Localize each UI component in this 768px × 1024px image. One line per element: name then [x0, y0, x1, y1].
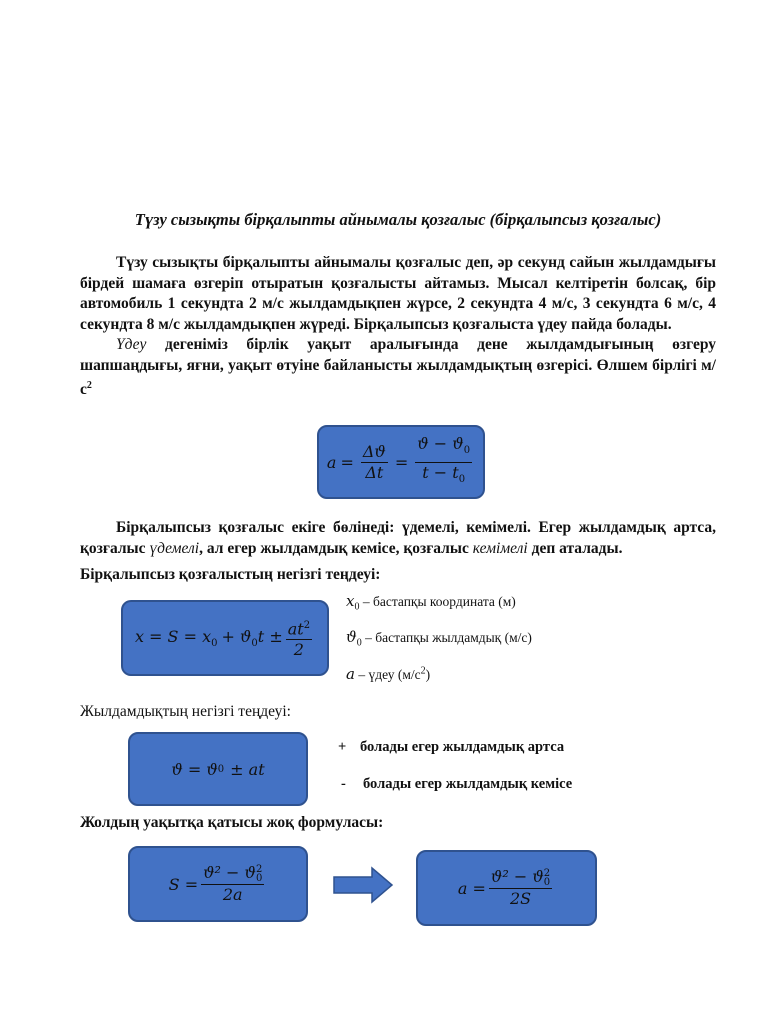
legend-acceleration: a – үдеу $(м/с^2)$ [346, 665, 431, 683]
legend-initial-coordinate: $x_0$ – бастапқы координата (м) [346, 592, 516, 613]
heading-path-formula: Жолдың уақытқа қатысы жоқ формуласы: [80, 814, 384, 831]
accel-definition: дегеніміз бірлік уақыт аралығында дене жылдамдығының өзгеру шапшаңдығы, яғни, уақыт өтуіне байланысты жылдамдықтың өзгерісі. Өлшем бірлігі м/с [80, 336, 716, 399]
arrow-right-icon [332, 866, 394, 904]
paragraph-uniform-motion-text: Түзу сызықты бірқалыпты айнымалы қозғалыс деп, әр секунд сайын жылдамдығы бірдей шамаға өзгеріп отыратын қозғалысты айтамыз. Мысал келтіретін болсақ, бір автомобиль 1 секундта 2 м/с жылдамдықпен жүрсе, 2 секундта 4 м/с, 3 секундта 6 м/с, 4 секундта 8 м/с жылдамдықпен жүреді. Бірқалыпсыз қозғалыста үдеу пайда болады. [80, 254, 716, 333]
path-formula-box: S = ϑ² − ϑ 2 0 2a [128, 846, 308, 922]
legend-initial-velocity: $ϑ_0$ – бастапқы жылдамдық (м/с) [346, 628, 532, 649]
formula-lhs: a [326, 452, 337, 472]
document-title: Түзу сызықты бірқалыпты айнымалы қозғалыс (бірқалыпсыз қозғалыс) [134, 210, 662, 229]
sign-plus-line: + болады егер жылдамдық артса [338, 739, 565, 755]
accel-term: Үдеу [116, 336, 147, 353]
decelerating-term: кемімелі [472, 539, 528, 557]
path-fraction: ϑ² − ϑ 2 0 2a [203, 863, 263, 904]
difference-fraction: $\frac{ϑ - ϑ_0}{t - t_0}$ [417, 434, 471, 485]
accel-unit-exponent: 2 [86, 380, 92, 391]
acceleration-path-fraction: ϑ² − ϑ 2 0 2S [490, 867, 551, 908]
sign-minus-line: - болады егер жылдамдық кемісе [341, 776, 573, 792]
acceleration-path-formula-box: a = ϑ² − ϑ 2 0 2S [416, 850, 597, 926]
velocity-equation-box: ϑ = ϑ 0 ± at [128, 732, 308, 806]
paragraph-motion-types: Бірқалыпсыз қозғалыс екіге бөлінеді: үдемелі, кемімелі. Егер жылдамдық артса, қозғалыс үдемелі, ал егер жылдамдық кемісе, қозғалыс кемімелі деп аталады. [80, 519, 716, 557]
motion-equation-box: $x = S = x_0$ + $ϑ_0t$ ± $\frac{at^2}{2}$ [121, 600, 329, 676]
accelerating-term: үдемелі [149, 539, 200, 557]
acceleration-formula-box: a = $\frac{\Delta ϑ}{\Delta t}$ = $\frac{ϑ - ϑ_0}{t - t_0}$ [317, 425, 485, 499]
motion-fraction: $\frac{at^2}{2}$ [286, 617, 312, 659]
delta-fraction: $\frac{\Delta ϑ}{\Delta t}$ [362, 441, 386, 482]
heading-velocity-equation: Жылдамдықтың негізгі теңдеуі: [80, 703, 291, 720]
heading-motion-equation: Бірқалыпсыз қозғалыстың негізгі теңдеуі: [80, 566, 381, 583]
paragraph-uniform-motion [80, 253, 716, 401]
